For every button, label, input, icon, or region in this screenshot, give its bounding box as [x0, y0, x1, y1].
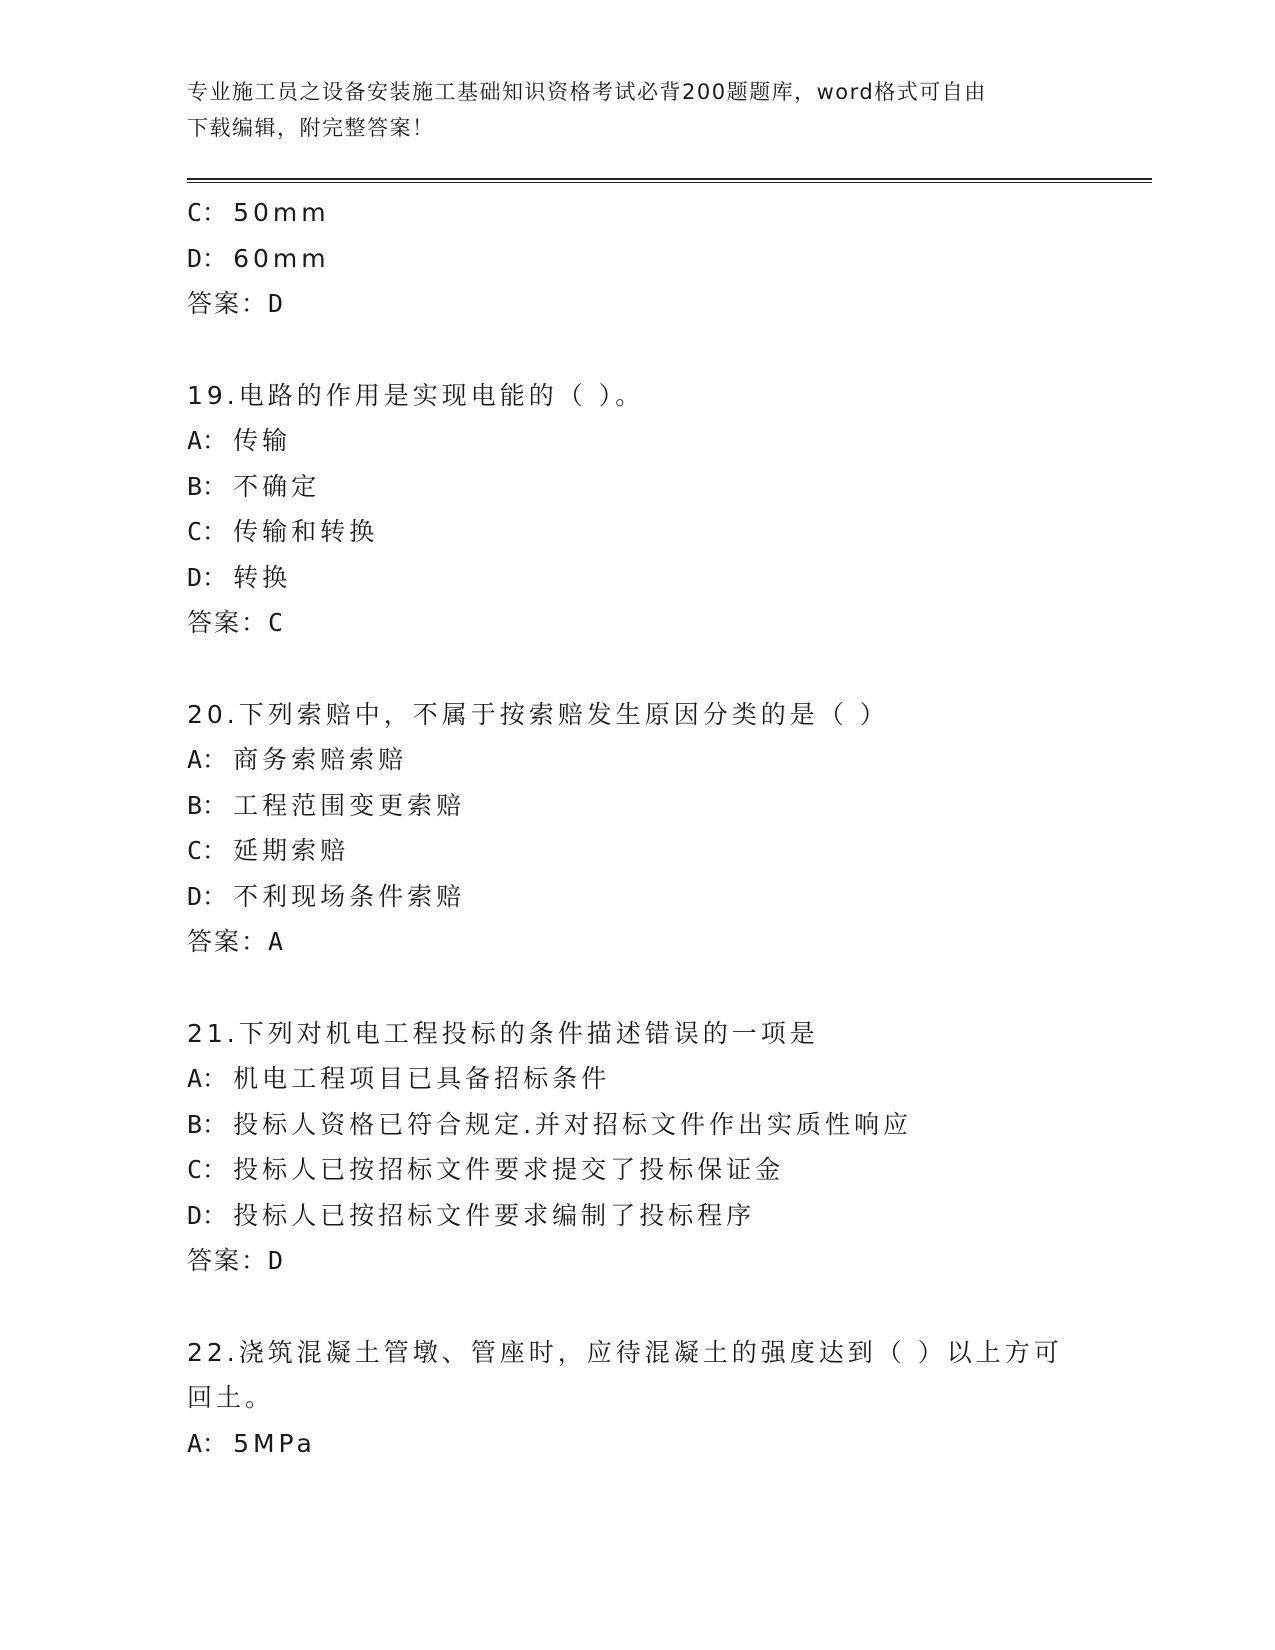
- option-prefix: B：: [187, 471, 228, 501]
- spacer: [187, 1284, 1087, 1330]
- option-prefix: C：: [187, 517, 228, 546]
- option-a: [187, 1056, 1087, 1102]
- option-text: 5MPa: [233, 1428, 316, 1458]
- option-text: 机电工程项目已具备招标条件: [233, 1064, 611, 1093]
- option-d: [187, 236, 1087, 282]
- option-text: 工程范围变更索赔: [233, 790, 466, 820]
- answer-line: [187, 919, 1087, 965]
- answer-line: [187, 281, 1087, 327]
- question-20: [187, 692, 1087, 965]
- spacer: [187, 327, 1087, 373]
- option-text: 50mm: [233, 198, 330, 227]
- question-title-line-1: 22.浇筑混凝土管墩、管座时，应待混凝土的强度达到（ ）以上方可: [187, 1337, 1063, 1367]
- option-text: 投标人已按招标文件要求编制了投标程序: [233, 1200, 756, 1230]
- question-22: [187, 1330, 1087, 1467]
- answer-value: D: [268, 1246, 286, 1275]
- answer-label: 答案：: [187, 289, 269, 318]
- option-text: 不确定: [233, 471, 321, 501]
- option-text: 延期索赔: [233, 836, 350, 865]
- question-title: 21.下列对机电工程投标的条件描述错误的一项是: [187, 1018, 819, 1048]
- option-c: [187, 509, 1087, 555]
- question-19: [187, 373, 1087, 646]
- option-text: 商务索赔索赔: [233, 745, 408, 774]
- spacer: [187, 965, 1087, 1011]
- answer-label: 答案：: [187, 1246, 269, 1275]
- option-prefix: C：: [187, 198, 228, 227]
- answer-value: D: [268, 289, 286, 318]
- answer-label: 答案：: [187, 608, 269, 637]
- answer-line: [187, 600, 1087, 646]
- option-prefix: B：: [187, 1109, 228, 1139]
- option-text: 转换: [233, 562, 292, 592]
- option-c: [187, 828, 1087, 874]
- option-a: [187, 1421, 1087, 1467]
- option-prefix: D：: [187, 562, 228, 592]
- option-text: 不利现场条件索赔: [233, 881, 466, 911]
- answer-value: C: [268, 608, 286, 637]
- option-prefix: D：: [187, 1200, 228, 1230]
- option-d: [187, 555, 1087, 601]
- option-text: 60mm: [233, 243, 330, 273]
- option-prefix: A：: [187, 1428, 228, 1458]
- question-title: 19.电路的作用是实现电能的（ ）。: [187, 380, 645, 410]
- question-list: [187, 190, 1087, 1466]
- option-d: [187, 874, 1087, 920]
- option-a: [187, 418, 1087, 464]
- answer-line: [187, 1238, 1087, 1284]
- option-prefix: A：: [187, 426, 228, 455]
- option-b: [187, 1102, 1087, 1148]
- option-prefix: D：: [187, 881, 228, 911]
- header-divider: [187, 178, 1152, 183]
- question-title: 20.下列索赔中，不属于按索赔发生原因分类的是（ ）: [187, 699, 889, 729]
- option-prefix: A：: [187, 745, 228, 774]
- header-line-1: 专业施工员之设备安装施工基础知识资格考试必背200题题库，word格式可自由: [187, 80, 987, 104]
- option-text: 投标人资格已符合规定.并对招标文件作出实质性响应: [233, 1109, 913, 1139]
- spacer: [187, 646, 1087, 692]
- document-header: [187, 74, 1067, 146]
- option-text: 传输: [233, 426, 292, 455]
- option-b: [187, 783, 1087, 829]
- question-21: [187, 1011, 1087, 1284]
- option-prefix: A：: [187, 1064, 228, 1093]
- option-text: 投标人已按招标文件要求提交了投标保证金: [233, 1155, 785, 1184]
- option-text: 传输和转换: [233, 517, 379, 546]
- answer-value: A: [268, 927, 286, 956]
- option-prefix: D：: [187, 243, 228, 273]
- option-c: [187, 190, 1087, 236]
- question-title-line-2: 回土。: [187, 1383, 275, 1412]
- option-prefix: B：: [187, 790, 228, 820]
- answer-label: 答案：: [187, 927, 269, 956]
- option-prefix: C：: [187, 1155, 228, 1184]
- option-a: [187, 737, 1087, 783]
- option-d: [187, 1193, 1087, 1239]
- option-prefix: C：: [187, 836, 228, 865]
- header-line-2: 下载编辑，附完整答案！: [187, 116, 435, 140]
- option-c: [187, 1147, 1087, 1193]
- option-b: [187, 464, 1087, 510]
- question-18-tail: [187, 190, 1087, 327]
